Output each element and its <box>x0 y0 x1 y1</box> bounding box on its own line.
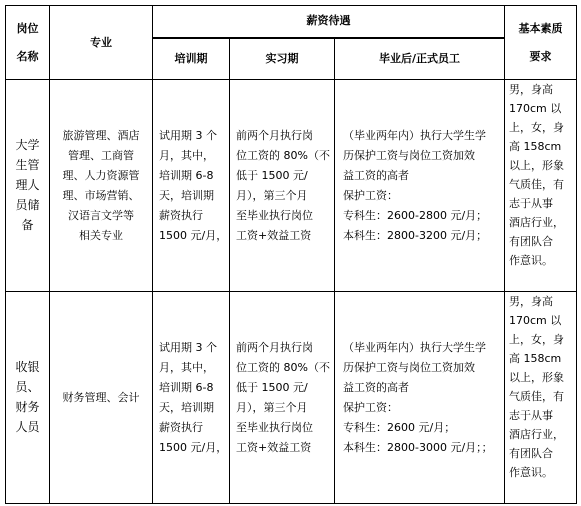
cell-position <box>6 80 50 292</box>
text-line: 益工资的高者 <box>343 168 409 182</box>
text-line: 高 158cm <box>509 140 562 153</box>
text-line: 专科生：2600-2800 元/月； <box>343 208 488 222</box>
text-line: 男，身高 <box>509 83 553 96</box>
text-line: 前两个月执行岗 <box>236 340 313 354</box>
text-line: 男，身高 <box>509 295 553 308</box>
text-line: 保护工资： <box>343 400 398 414</box>
text-line: 专科生：2600 元/月； <box>343 420 456 434</box>
cell-major <box>50 292 153 504</box>
text-line: 员、 <box>15 380 40 394</box>
text-line: 理、市场营销、 <box>62 188 140 202</box>
text-line: 上，女，身 <box>509 333 564 346</box>
text-line: 志于从事 <box>509 409 553 422</box>
text-line: 历保护工资与岗位工资加效 <box>343 148 475 162</box>
text-line: 上，女，身 <box>509 121 564 134</box>
text-line: 保护工资： <box>343 188 398 202</box>
text-line: 员储 <box>15 198 40 212</box>
text-line: 财务 <box>15 400 40 414</box>
text-line: 有团队合 <box>509 447 553 460</box>
text-line: 170cm 以 <box>509 314 562 327</box>
text-line: 益工资的高者 <box>343 380 409 394</box>
cell-internship <box>230 80 335 292</box>
text-line: 酒店行业， <box>509 428 564 441</box>
text-line: 低于 1500 元/ <box>236 380 308 394</box>
table-row <box>6 292 577 504</box>
cell-after-grad <box>335 292 505 504</box>
text-line: 月），第三个月 <box>236 188 308 202</box>
text-line: 相关专业 <box>79 228 123 242</box>
text-line: 培训期 6-8 <box>159 168 214 182</box>
header-major: 专业 <box>50 6 153 80</box>
text-line: 薪资执行 <box>159 420 203 434</box>
cell-after-grad <box>335 80 505 292</box>
text-line: 生管 <box>15 158 40 172</box>
cell-major <box>50 80 153 292</box>
text-line: 高 158cm <box>509 352 562 365</box>
text-line: 月），第三个月 <box>236 400 308 414</box>
text-line: 本科生：2800-3200 元/月； <box>343 228 488 242</box>
text-line: 理人 <box>15 178 40 192</box>
text-line: 培训期 6-8 <box>159 380 214 394</box>
text-line: 以上，形象 <box>509 159 564 172</box>
text-line: 至毕业执行岗位 <box>236 420 313 434</box>
text-line: 管理、工商管 <box>68 148 134 162</box>
text-line: 有团队合 <box>509 235 553 248</box>
table-row <box>6 80 577 292</box>
text-line: 收银 <box>15 360 40 374</box>
cell-training <box>153 292 230 504</box>
text-line: 月，其中， <box>159 360 214 374</box>
text-line: 天，培训期 <box>159 400 214 414</box>
header-internship: 实习期 <box>230 38 335 80</box>
cell-internship <box>230 292 335 504</box>
text-line: 气质佳，有 <box>509 390 564 403</box>
text-line: 作意识。 <box>509 254 553 267</box>
text-line: 低于 1500 元/ <box>236 168 308 182</box>
text-line: 财务管理、会计 <box>62 390 140 404</box>
text-line: 大学 <box>15 138 40 152</box>
header-position-line1: 岗位 <box>16 21 39 35</box>
text-line: （毕业两年内）执行大学生学 <box>343 340 486 354</box>
cell-requirements <box>505 292 577 504</box>
text-line: 1500 元/月， <box>159 440 228 454</box>
text-line: 至毕业执行岗位 <box>236 208 313 222</box>
text-line: 汉语言文学等 <box>68 208 134 222</box>
text-line: 薪资执行 <box>159 208 203 222</box>
text-line: （毕业两年内）执行大学生学 <box>343 128 486 142</box>
text-line: 天，培训期 <box>159 188 214 202</box>
text-line: 以上，形象 <box>509 371 564 384</box>
header-after-grad: 毕业后/正式员工 <box>335 38 505 80</box>
header-requirements-line1: 基本素质 <box>518 21 563 35</box>
text-line: 试用期 3 个 <box>159 128 217 142</box>
text-line: 位工资的 80%（不 <box>236 148 330 162</box>
text-line: 位工资的 80%（不 <box>236 360 330 374</box>
text-line: 170cm 以 <box>509 102 562 115</box>
text-line: 酒店行业， <box>509 216 564 229</box>
text-line: 工资+效益工资 <box>236 440 312 454</box>
text-line: 试用期 3 个 <box>159 340 217 354</box>
header-training: 培训期 <box>153 38 230 80</box>
text-line: 工资+效益工资 <box>236 228 312 242</box>
text-line: 1500 元/月， <box>159 228 228 242</box>
header-salary-group: 薪资待遇 <box>153 6 505 38</box>
text-line: 理、人力资源管 <box>62 168 140 182</box>
salary-table <box>5 5 577 504</box>
text-line: 旅游管理、酒店 <box>62 128 140 142</box>
text-line: 志于从事 <box>509 197 553 210</box>
header-requirements-line2: 要求 <box>529 49 552 63</box>
header-position-line2: 名称 <box>16 49 39 63</box>
cell-position <box>6 292 50 504</box>
text-line: 人员 <box>15 420 40 434</box>
cell-requirements <box>505 80 577 292</box>
text-line: 作意识。 <box>509 466 553 479</box>
header-position <box>6 6 50 80</box>
text-line: 前两个月执行岗 <box>236 128 313 142</box>
text-line: 气质佳，有 <box>509 178 564 191</box>
header-requirements <box>505 6 577 80</box>
text-line: 本科生：2800-3000 元/月；； <box>343 440 493 454</box>
text-line: 历保护工资与岗位工资加效 <box>343 360 475 374</box>
cell-training <box>153 80 230 292</box>
text-line: 月，其中， <box>159 148 214 162</box>
text-line: 备 <box>21 218 34 232</box>
